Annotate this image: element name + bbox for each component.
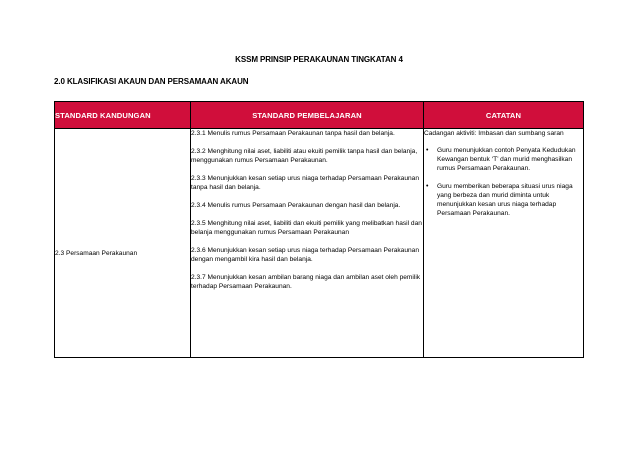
bullet-icon: • xyxy=(426,183,429,190)
pembelajaran-cell xyxy=(191,129,424,358)
list-item xyxy=(424,182,583,218)
section-heading: 2.0 KLASIFIKASI AKAUN DAN PERSAMAAN AKAUN xyxy=(54,77,249,86)
kandungan-text: 2.3 Persamaan Perakaunan xyxy=(55,249,138,257)
table-header-row xyxy=(55,102,584,129)
activity-suggestion-intro: Cadangan aktiviti: Imbasan dan sumbang saran xyxy=(424,130,564,137)
suggestion-text: Guru menunjukkan contoh Penyata Kedudukan Kewangan bentuk ‘T’ dan murid menghasilkan rumus Persamaan Perakaunan. xyxy=(437,147,576,172)
bullet-icon: • xyxy=(426,147,429,154)
suggestion-text: Guru memberikan beberapa situasi urus niaga yang berbeza dan murid diminta untuk menunjukkan kesan urus niaga terhadap Persamaan Perakaunan. xyxy=(437,183,573,217)
table-row xyxy=(55,129,584,358)
document-title: KSSM PRINSIP PERAKAUNAN TINGKATAN 4 xyxy=(235,55,403,64)
learning-standard-item: 2.3.1 Menulis rumus Persamaan Perakaunan tanpa hasil dan belanja. xyxy=(191,130,395,137)
learning-standard-item: 2.3.2 Menghitung nilai aset, liabiliti atau ekuiti pemilik tanpa hasil dan belanja, menggunakan rumus Persamaan Perakaunan. xyxy=(191,148,418,164)
header-standard-pembelajaran: STANDARD PEMBELAJARAN xyxy=(191,102,424,129)
catatan-cell xyxy=(424,129,584,358)
learning-standard-item: 2.3.7 Menunjukkan kesan ambilan barang niaga dan ambilan aset oleh pemilik terhadap Persamaan Perakaunan. xyxy=(191,274,421,290)
curriculum-table xyxy=(54,101,584,358)
kandungan-cell xyxy=(55,129,191,358)
learning-standard-item: 2.3.5 Menghitung nilai aset, liabiliti dan ekuiti pemilik yang melibatkan hasil dan belanja menggunakan rumus Persamaan Perakaunan xyxy=(191,220,422,236)
learning-standard-item: 2.3.6 Menunjukkan kesan setiap urus niaga terhadap Persamaan Perakaunan dengan mengambil kira hasil dan belanja. xyxy=(191,247,420,263)
learning-standard-item: 2.3.3 Menunjukkan kesan setiap urus niaga terhadap Persamaan Perakaunan tanpa hasil dan belanja. xyxy=(191,175,420,191)
learning-standard-item: 2.3.4 Menulis rumus Persamaan Perakaunan dengan hasil dan belanja. xyxy=(191,202,401,209)
list-item xyxy=(424,146,583,173)
suggestion-list xyxy=(424,146,583,218)
header-standard-kandungan: STANDARD KANDUNGAN xyxy=(55,102,191,129)
header-catatan: CATATAN xyxy=(424,102,584,129)
